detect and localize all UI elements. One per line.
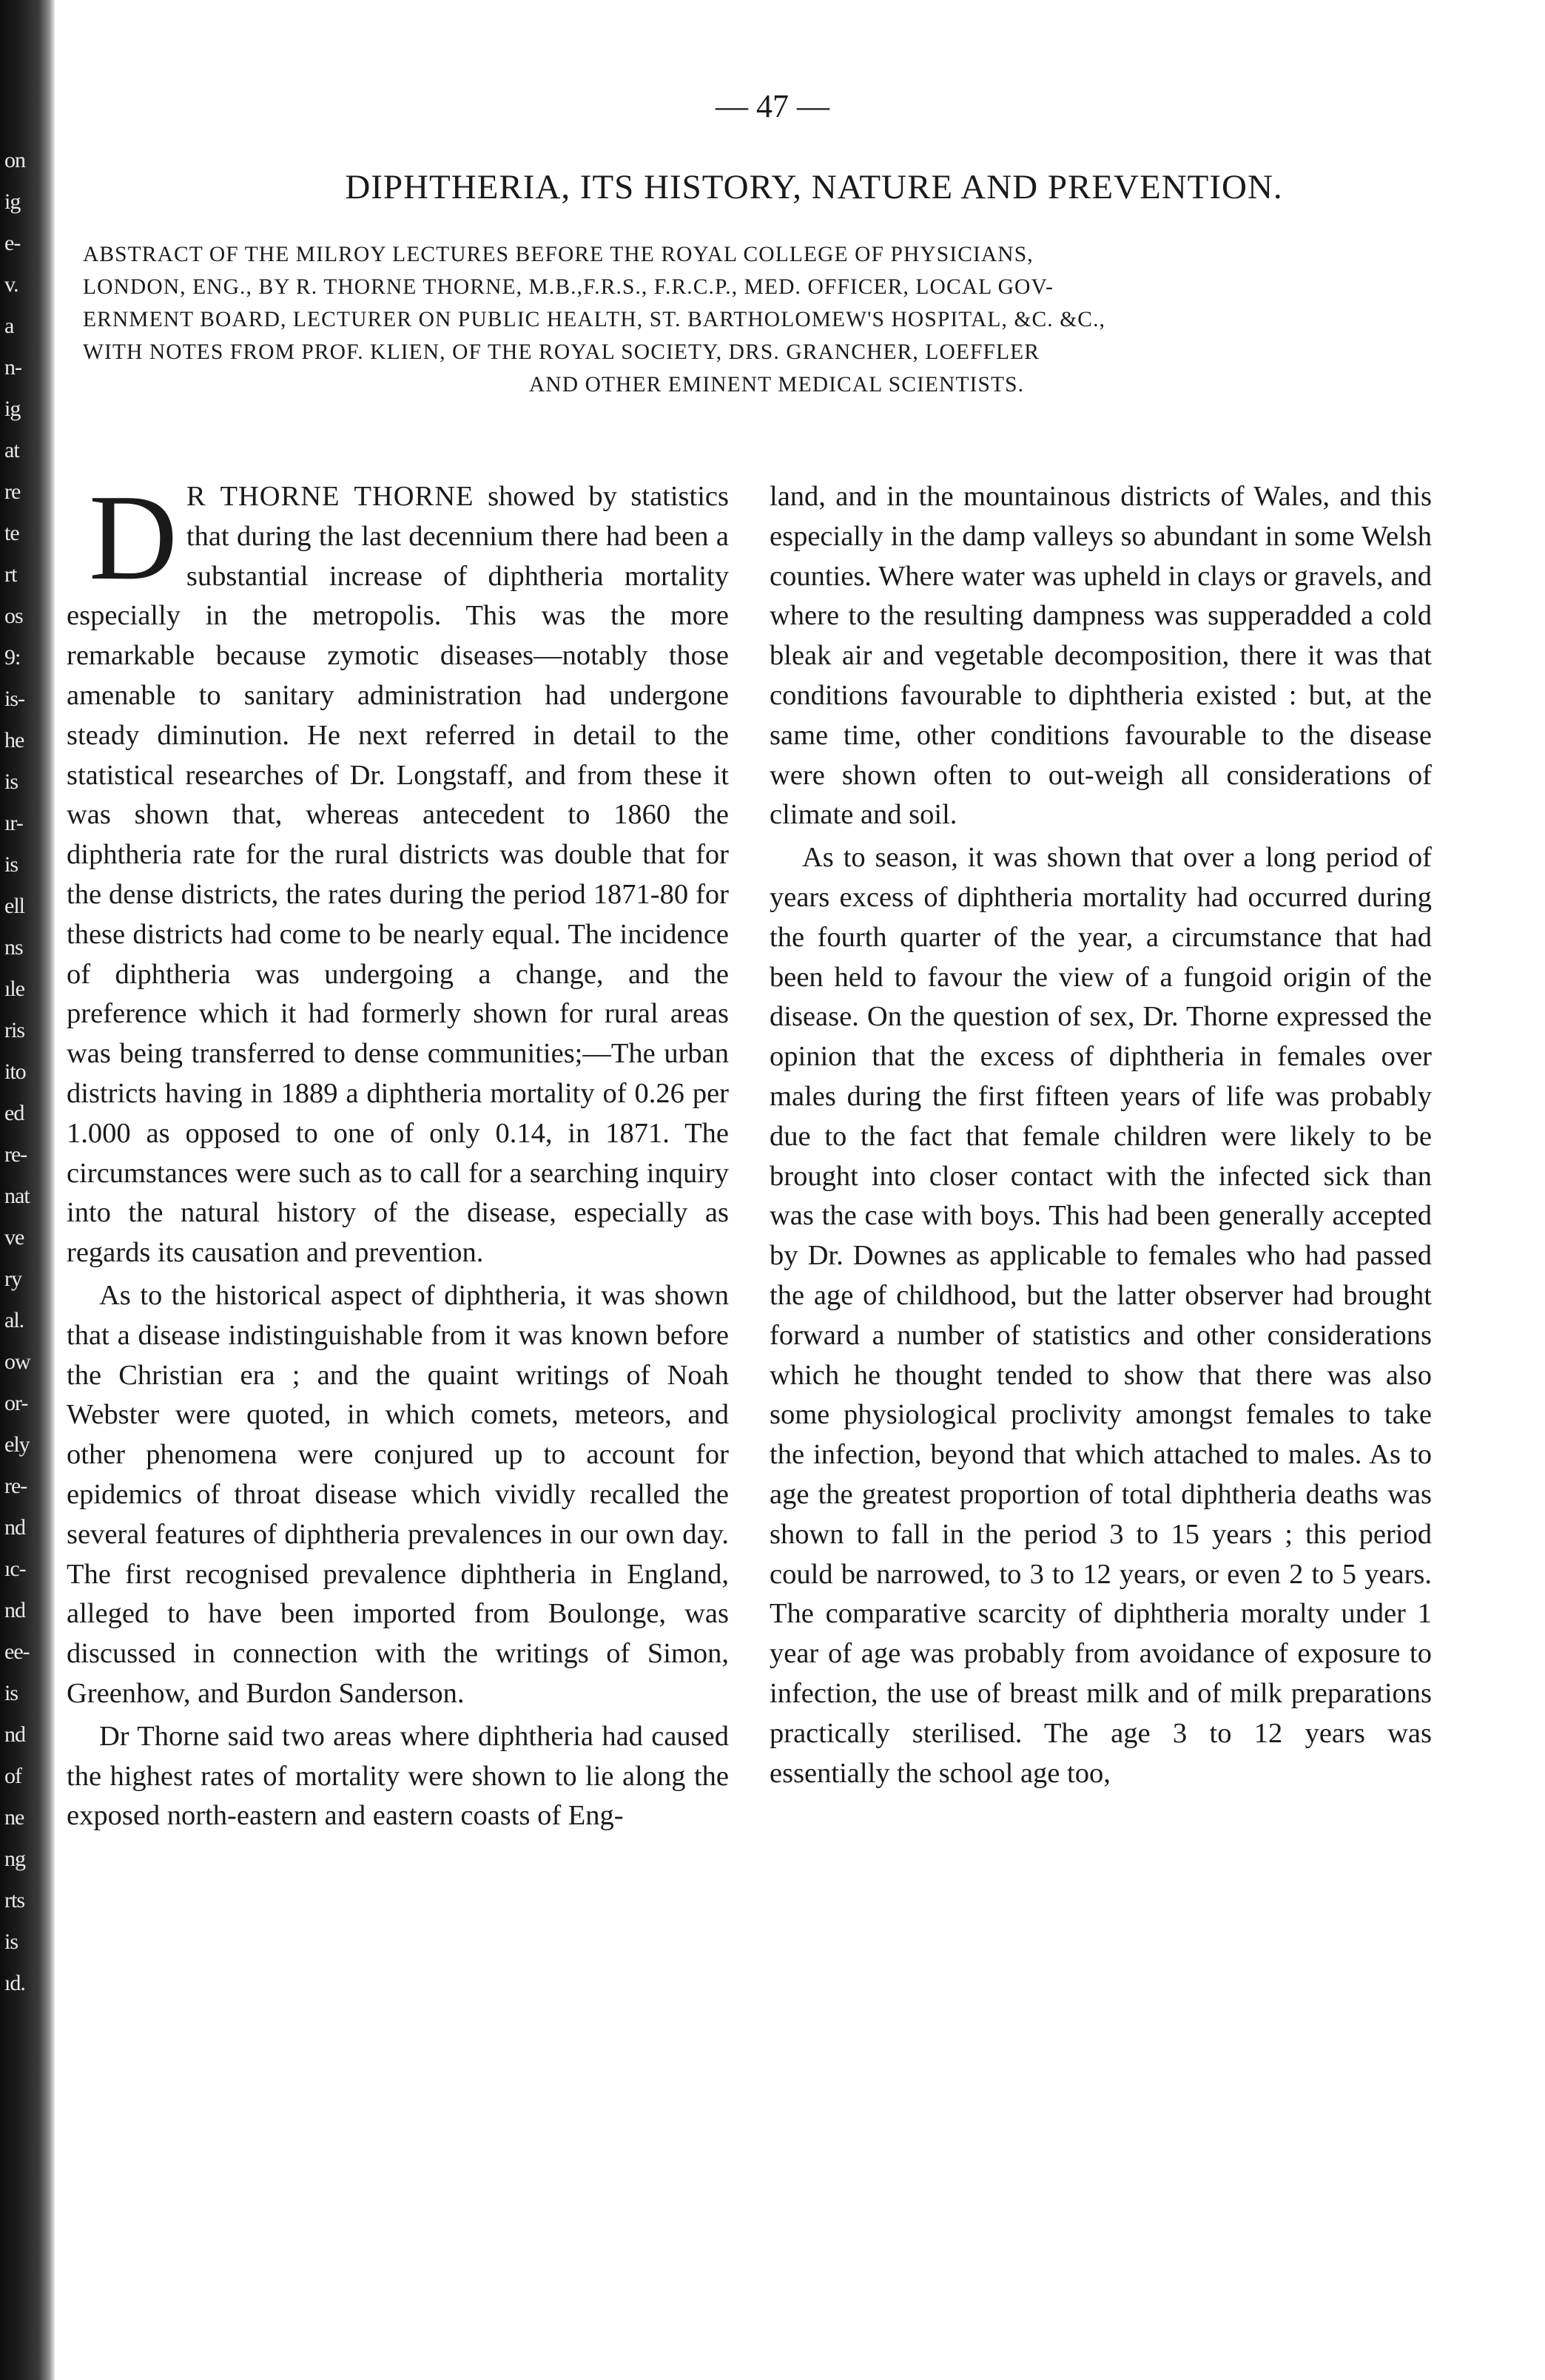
margin-text-fragment: ig: [4, 189, 21, 214]
page-number: — 47 —: [716, 88, 829, 124]
body-paragraph: [67, 469, 729, 1273]
margin-text-fragment: or-: [4, 1391, 28, 1415]
margin-text-fragment: is: [4, 1929, 18, 1954]
lead-caps: R THORNE THORNE: [186, 481, 474, 512]
margin-text-fragment: rts: [4, 1888, 24, 1912]
margin-text-fragment: ve: [4, 1225, 24, 1250]
margin-text-fragment: ed: [4, 1101, 24, 1125]
margin-text-fragment: os: [4, 604, 23, 628]
body-paragraph: As to the historical aspect of diphtheria, it was shown that a disease indistinguishable from it was known before the Christian era ; and the quaint writings of Noah Webster were quoted, in which comets, meteors, and other phenomena were conjured up to account for epidemics of throat disease which vividly recalled the several features of diphtheria prevalences in our own day. The first recognised prevalence diphtheria in England, alleged to have been imported from Boulonge, was discussed in connection with the writings of Simon, Greenhow, and Burdon Sanderson.: [67, 1279, 729, 1709]
margin-text-fragment: ns: [4, 935, 23, 960]
margin-text-fragment: ely: [4, 1432, 30, 1457]
margin-text-fragment: ng: [4, 1847, 25, 1871]
margin-text-fragment: is: [4, 769, 18, 794]
margin-text-fragment: is: [4, 1681, 18, 1705]
body-paragraph: As to season, it was shown that over a long period of years excess of diphtheria mortality had occurred during the fourth quarter of the year, a circumstance that had been held to favour the view of a fungoid origin of the disease. On the question of sex, Dr. Thorne expressed the opinion that the excess of diphtheria in females over males during the first fifteen years of life was probably due to the fact that female children were likely to be brought into closer contact with the infected sick than was the case with boys. This had been generally accepted by Dr. Downes as applicable to females who had passed the age of childhood, but the latter observer had brought forward a number of statistics and other considerations which he thought tended to show that there was also some physiological proclivity amongst females to take the infection, beyond that which attached to males. As to age the greatest proportion of total diphtheria deaths was shown to fall in the period 3 to 15 years ; this period could be narrowed, to 3 to 12 years, or even 2 to 5 years. The comparative scarcity of diphtheria moralty under 1 year of age was probably from avoidance of exposure to infection, the use of breast milk and of milk preparations practically sterilised. The age 3 to 12 years was essentially the school age too,: [770, 842, 1432, 1789]
margin-text-fragment: is: [4, 852, 18, 877]
margin-text-fragment: on: [4, 148, 25, 172]
body-paragraph: Dr Thorne said two areas where diphtheria had caused the highest rates of mortality were shown to lie along the exposed north-eastern and eastern coasts of Eng-: [67, 1720, 729, 1832]
body-column-right: [770, 477, 1432, 1793]
article-abstract: [83, 238, 1470, 401]
adjacent-page-margin: [4, 0, 58, 2145]
drop-cap: D: [89, 469, 178, 605]
margin-text-fragment: ır-: [4, 811, 23, 835]
margin-text-fragment: ow: [4, 1349, 30, 1374]
margin-text-fragment: ig: [4, 397, 21, 421]
article-title: DIPHTHERIA, ITS HISTORY, NATURE AND PREVENTION.: [345, 168, 1283, 206]
margin-text-fragment: ne: [4, 1805, 24, 1830]
margin-text-fragment: e-: [4, 231, 21, 255]
margin-text-fragment: ris: [4, 1018, 24, 1042]
margin-text-fragment: ito: [4, 1059, 26, 1084]
margin-text-fragment: ry: [4, 1267, 21, 1291]
margin-text-fragment: nd: [4, 1598, 25, 1622]
margin-text-fragment: re: [4, 479, 21, 504]
margin-text-fragment: ıle: [4, 977, 24, 1001]
margin-text-fragment: he: [4, 728, 24, 752]
margin-text-fragment: v.: [4, 272, 18, 297]
margin-text-fragment: te: [4, 521, 19, 545]
margin-text-fragment: rt: [4, 562, 17, 587]
abstract-line: LONDON, ENG., BY R. THORNE THORNE, M.B.,F.R.S., F.R.C.P., MED. OFFICER, LOCAL GOV-: [83, 275, 1054, 299]
margin-text-fragment: nat: [4, 1184, 30, 1208]
margin-text-fragment: ıd.: [4, 1971, 25, 1995]
margin-text-fragment: a: [4, 314, 14, 338]
margin-text-fragment: al.: [4, 1308, 24, 1332]
paragraph-text: showed by statistics that during the last decennium there had been a substantial increase of diphtheria mortality especially in the metropolis. This was the more remarkable because zymotic diseases—notably those amenable to sanitary administration had undergone steady diminution. He next referred in detail to the statistical researches of Dr. Longstaff, and from these it was shown that, whereas antecedent to 1860 the diphtheria rate for the rural districts was double that for the dense districts, the rates during the period 1871-80 for these districts had come to be nearly equal. The incidence of diphtheria was undergoing a change, and the preference which it had formerly shown for rural areas was being transferred to dense communities;—The urban districts having in 1889 a diphtheria mortality of 0.26 per 1.000 as opposed to one of only 0.14, in 1871. The circumstances were such as to call for a searching inquiry into the natural history of the disease, especially as regards its causation and prevention.: [67, 481, 729, 1269]
abstract-line: ABSTRACT OF THE MILROY LECTURES BEFORE THE ROYAL COLLEGE OF PHYSICIANS,: [83, 243, 1034, 266]
margin-text-fragment: n-: [4, 355, 21, 380]
abstract-line: WITH NOTES FROM PROF. KLIEN, OF THE ROYAL SOCIETY, DRS. GRANCHER, LOEFFLER: [83, 340, 1040, 364]
margin-text-fragment: nd: [4, 1515, 25, 1540]
margin-text-fragment: at: [4, 438, 19, 462]
body-paragraph: land, and in the mountainous districts of Wales, and this especially in the damp valleys so abundant in some Welsh counties. Where water was upheld in clays or gravels, and where to the resulting dampness was supperadded a cold bleak air and vegetable decomposition, there it was that conditions favourable to diphtheria existed : but, at the same time, other conditions favourable to the disease were shown often to out-weigh all considerations of climate and soil.: [770, 481, 1432, 831]
margin-text-fragment: ee-: [4, 1639, 30, 1664]
margin-text-fragment: of: [4, 1764, 21, 1788]
margin-text-fragment: ıc-: [4, 1557, 26, 1581]
margin-text-fragment: re-: [4, 1474, 27, 1498]
margin-text-fragment: is-: [4, 687, 24, 711]
margin-text-fragment: re-: [4, 1142, 27, 1167]
body-column-left: [67, 469, 729, 1836]
margin-text-fragment: nd: [4, 1722, 25, 1747]
margin-text-fragment: ell: [4, 894, 24, 918]
abstract-line: ERNMENT BOARD, LECTURER ON PUBLIC HEALTH, ST. BARTHOLOMEW'S HOSPITAL, &C. &C.,: [83, 308, 1106, 331]
abstract-line: AND OTHER EMINENT MEDICAL SCIENTISTS.: [528, 373, 1025, 397]
margin-text-fragment: 9:: [4, 645, 21, 670]
